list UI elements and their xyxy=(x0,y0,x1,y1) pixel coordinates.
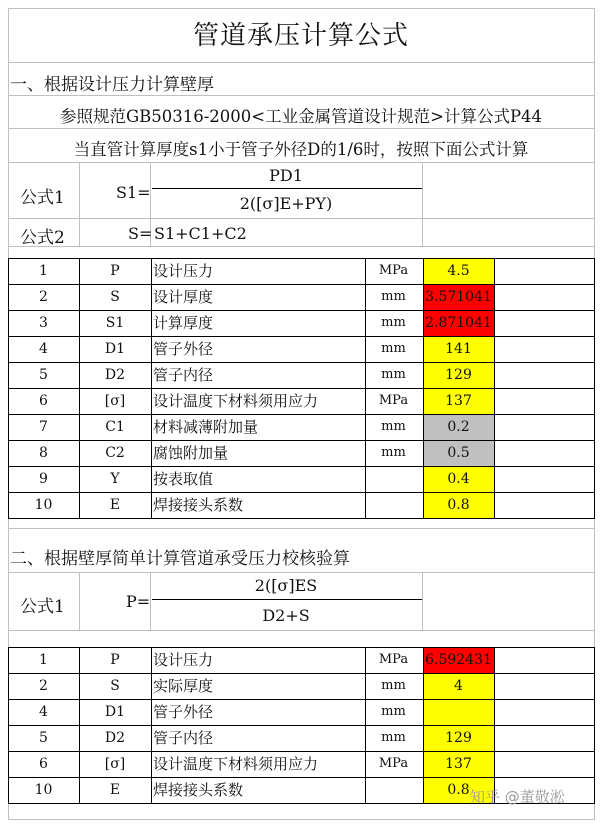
symbol-cell[interactable]: D1 xyxy=(104,341,126,357)
table-grid-line xyxy=(8,258,9,519)
formula1-denominator: 2([σ]E+PY) xyxy=(239,194,333,213)
table-row xyxy=(8,336,594,362)
unit-cell[interactable] xyxy=(365,777,422,803)
table-grid-line xyxy=(79,647,80,804)
value-cell[interactable]: 141 xyxy=(445,341,472,357)
unit-cell[interactable]: MPa xyxy=(378,756,409,771)
table-grid-line xyxy=(151,647,152,804)
table-grid-line xyxy=(494,258,495,519)
formula1-symbol: S1= xyxy=(116,183,151,202)
table-row xyxy=(8,699,594,725)
value-cell[interactable]: 2.871041 xyxy=(425,315,492,331)
row-number[interactable]: 5 xyxy=(39,367,48,383)
unit-cell[interactable] xyxy=(365,466,422,492)
symbol-cell[interactable]: D2 xyxy=(104,367,126,383)
symbol-cell[interactable]: D2 xyxy=(104,730,126,746)
unit-cell[interactable]: mm xyxy=(381,678,406,693)
symbol-cell[interactable]: P xyxy=(110,263,120,279)
formula1-label: 公式1 xyxy=(20,188,65,208)
table-grid-line xyxy=(365,258,366,519)
symbol-cell[interactable]: E xyxy=(109,497,121,513)
row-number[interactable]: 2 xyxy=(39,678,48,694)
table-grid-line xyxy=(594,647,595,804)
symbol-cell[interactable]: C2 xyxy=(105,445,125,461)
table-grid-line xyxy=(8,362,595,363)
unit-cell[interactable]: mm xyxy=(381,289,406,304)
formula2-label: 公式2 xyxy=(20,228,65,248)
grid-line xyxy=(8,572,595,573)
section2-heading: 二、根据壁厚简单计算管道承受压力校核验算 xyxy=(10,549,350,569)
table-row xyxy=(8,414,594,440)
table-grid-line xyxy=(8,466,595,467)
table-row xyxy=(8,466,594,492)
table-grid-line xyxy=(151,258,152,519)
unit-cell[interactable]: MPa xyxy=(378,393,409,408)
row-number[interactable]: 6 xyxy=(39,756,48,772)
unit-cell[interactable]: mm xyxy=(381,315,406,330)
grid-line xyxy=(79,572,80,630)
symbol-cell[interactable]: E xyxy=(109,782,121,798)
row-number[interactable]: 5 xyxy=(39,730,48,746)
reference-text: 参照规范GB50316-2000<工业金属管道设计规范>计算公式P44 xyxy=(59,107,543,126)
table-grid-line xyxy=(8,725,595,726)
table-grid-line xyxy=(8,284,595,285)
table-grid-line xyxy=(8,751,595,752)
table-grid-line xyxy=(594,258,595,519)
table-row xyxy=(8,725,594,751)
row-number[interactable]: 10 xyxy=(34,782,53,798)
symbol-cell[interactable]: [σ] xyxy=(104,756,126,772)
table-grid-line xyxy=(79,258,80,519)
formula3-denominator: D2+S xyxy=(262,606,310,625)
grid-line xyxy=(8,95,595,96)
name-cell[interactable]: 计算厚度 xyxy=(153,314,214,332)
table-grid-line xyxy=(8,647,9,804)
value-cell[interactable]: 4.5 xyxy=(447,263,470,279)
table-grid-line xyxy=(8,414,595,415)
grid-line xyxy=(8,819,595,820)
table-grid-line xyxy=(8,388,595,389)
table-row xyxy=(8,388,594,414)
symbol-cell[interactable]: D1 xyxy=(104,704,126,720)
formula3-symbol: P= xyxy=(126,592,151,611)
unit-cell[interactable]: mm xyxy=(381,704,406,719)
name-cell[interactable]: 管子内径 xyxy=(153,729,214,747)
row-number[interactable]: 10 xyxy=(34,497,53,513)
table-grid-line xyxy=(8,699,595,700)
value-cell[interactable]: 137 xyxy=(445,756,472,772)
table-row xyxy=(8,647,594,673)
symbol-cell[interactable]: P xyxy=(110,652,120,668)
value-cell[interactable]: 0.4 xyxy=(447,471,470,487)
table-grid-line xyxy=(8,518,595,519)
row-number[interactable]: 4 xyxy=(39,704,48,720)
row-number[interactable]: 7 xyxy=(39,419,48,435)
grid-line xyxy=(8,218,595,219)
condition-text: 当直管计算厚度s1小于管子外径D的1/6时，按照下面公式计算 xyxy=(73,140,529,159)
name-cell[interactable]: 材料减薄附加量 xyxy=(153,418,259,436)
row-number[interactable]: 9 xyxy=(39,471,48,487)
value-cell[interactable]: 129 xyxy=(445,367,472,383)
value-cell[interactable]: 137 xyxy=(445,393,472,409)
formula3-label: 公式1 xyxy=(20,597,65,617)
row-number[interactable]: 2 xyxy=(39,289,48,305)
value-cell[interactable]: 3.571041 xyxy=(425,289,492,305)
name-cell[interactable]: 设计厚度 xyxy=(153,288,214,306)
table-grid-line xyxy=(423,647,424,804)
formula1-numerator: PD1 xyxy=(269,166,303,185)
table-row xyxy=(8,673,594,699)
value-cell[interactable]: 0.8 xyxy=(447,497,470,513)
unit-cell[interactable]: MPa xyxy=(378,263,409,278)
grid-line xyxy=(422,162,423,246)
grid-line xyxy=(8,62,595,63)
row-number[interactable]: 3 xyxy=(39,315,48,331)
row-number[interactable]: 6 xyxy=(39,393,48,409)
grid-line xyxy=(8,528,595,529)
symbol-cell[interactable]: S1 xyxy=(105,315,125,331)
name-cell[interactable]: 腐蚀附加量 xyxy=(153,444,229,462)
value-cell[interactable]: 6.592431 xyxy=(425,652,492,668)
table-row xyxy=(8,751,594,777)
name-cell[interactable]: 设计压力 xyxy=(153,651,214,669)
section1-heading: 一、根据设计压力计算壁厚 xyxy=(10,75,214,95)
value-cell[interactable] xyxy=(423,699,494,725)
table-grid-line xyxy=(8,336,595,337)
symbol-cell[interactable]: [σ] xyxy=(104,393,126,409)
unit-cell[interactable]: mm xyxy=(381,367,406,382)
table-grid-line xyxy=(8,492,595,493)
symbol-cell[interactable]: S xyxy=(110,289,120,305)
row-number[interactable]: 4 xyxy=(39,341,48,357)
value-cell[interactable]: 0.8 xyxy=(447,782,470,798)
table-grid-line xyxy=(8,258,595,259)
unit-cell[interactable]: MPa xyxy=(378,652,409,667)
row-number[interactable]: 1 xyxy=(39,652,48,668)
row-number[interactable]: 8 xyxy=(39,445,48,461)
table-grid-line xyxy=(8,440,595,441)
name-cell[interactable]: 焊接接头系数 xyxy=(153,496,244,514)
grid-line xyxy=(8,246,595,247)
table-grid-line xyxy=(8,777,595,778)
grid-line xyxy=(422,572,423,630)
name-cell[interactable]: 管子外径 xyxy=(153,703,214,721)
formula2-expression: S1+C1+C2 xyxy=(154,224,247,243)
grid-line xyxy=(8,630,595,631)
unit-cell[interactable] xyxy=(365,492,422,518)
grid-line xyxy=(8,128,595,129)
formula3-numerator: 2([σ]ES xyxy=(254,576,318,595)
unit-cell[interactable]: mm xyxy=(381,341,406,356)
table-row xyxy=(8,258,594,284)
table-grid-line xyxy=(8,647,595,648)
symbol-cell[interactable]: Y xyxy=(110,471,120,487)
table-grid-line xyxy=(494,647,495,804)
symbol-cell[interactable]: S xyxy=(110,678,120,694)
page-title: 管道承压计算公式 xyxy=(192,21,409,51)
table-row xyxy=(8,362,594,388)
value-cell[interactable]: 0.5 xyxy=(447,445,470,461)
table-row xyxy=(8,310,594,336)
fraction-line xyxy=(152,188,422,189)
value-cell[interactable]: 0.2 xyxy=(447,419,470,435)
table-row xyxy=(8,440,594,466)
table-grid-line xyxy=(365,647,366,804)
name-cell[interactable]: 管子外径 xyxy=(153,340,214,358)
table-grid-line xyxy=(423,258,424,519)
name-cell[interactable]: 焊接接头系数 xyxy=(153,781,244,799)
unit-cell[interactable]: mm xyxy=(381,419,406,434)
value-cell[interactable]: 129 xyxy=(445,730,472,746)
name-cell[interactable]: 管子内径 xyxy=(153,366,214,384)
table-grid-line xyxy=(8,310,595,311)
name-cell[interactable]: 设计压力 xyxy=(153,262,214,280)
symbol-cell[interactable]: C1 xyxy=(105,419,125,435)
name-cell[interactable]: 设计温度下材料须用应力 xyxy=(153,392,319,410)
table-row xyxy=(8,492,594,518)
unit-cell[interactable]: mm xyxy=(381,730,406,745)
row-number[interactable]: 1 xyxy=(39,263,48,279)
unit-cell[interactable]: mm xyxy=(381,445,406,460)
formula2-symbol: S= xyxy=(128,224,153,243)
grid-line xyxy=(79,162,80,246)
value-cell[interactable]: 4 xyxy=(454,678,463,694)
grid-line xyxy=(8,162,595,163)
name-cell[interactable]: 设计温度下材料须用应力 xyxy=(153,755,319,773)
name-cell[interactable]: 实际厚度 xyxy=(153,677,214,695)
name-cell[interactable]: 按表取值 xyxy=(153,470,214,488)
watermark: 知乎 @董敬淞 xyxy=(470,788,565,806)
table-grid-line xyxy=(8,673,595,674)
grid-line xyxy=(8,8,595,9)
fraction-line xyxy=(152,599,422,600)
table-row xyxy=(8,284,594,310)
